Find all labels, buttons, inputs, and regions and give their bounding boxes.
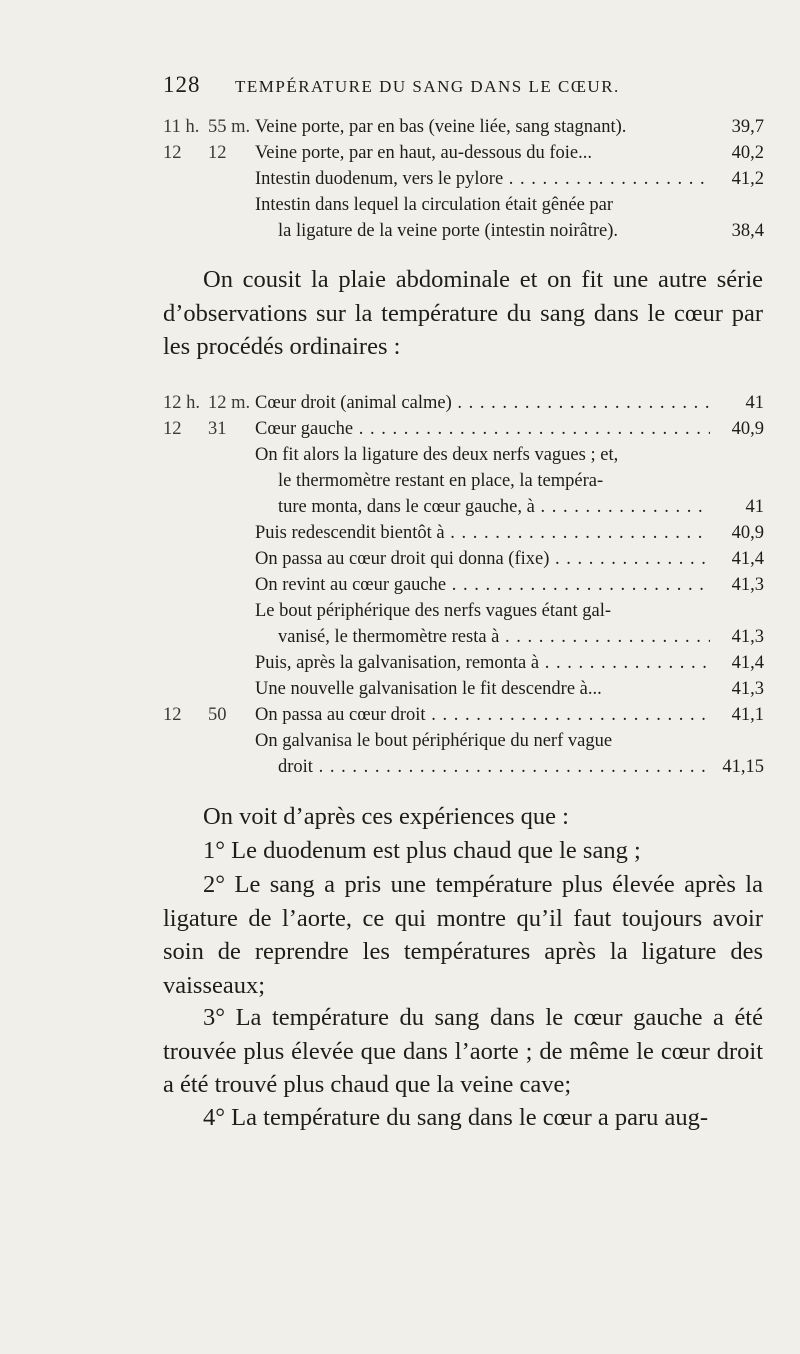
time-hour: 12 (163, 419, 182, 439)
temperature-value: 41,3 (731, 679, 764, 699)
table-row (0, 520, 800, 546)
table-row (0, 754, 800, 780)
temperature-value: 40,2 (731, 143, 764, 163)
time-hour: 12 (163, 143, 182, 163)
observation-text: On fit alors la ligature des deux nerfs vagues ; et, (255, 445, 619, 465)
temperature-value: 41,3 (731, 575, 764, 595)
running-header (163, 72, 763, 98)
time-minute: 50 (208, 705, 227, 725)
time-minute: 31 (208, 419, 227, 439)
conclusion-3: 3° La température du sang dans le cœur gauche a été trouvée plus élevée que dans l’aorte ; de même le cœur droit a été trouvé plus chaud que la veine cave; (163, 1004, 763, 1098)
observation-text: vanisé, le thermomètre resta à . . . (278, 624, 710, 650)
time-minute: 12 (208, 143, 227, 163)
running-title: TEMPÉRATURE DU SANG DANS LE CŒUR. (235, 77, 620, 96)
time-hour: 11 h. (163, 117, 200, 137)
table-row (0, 114, 800, 140)
time-hour: 12 h. (163, 393, 200, 413)
table-row (0, 572, 800, 598)
observation-text: On passa au cœur droit . . . (255, 702, 710, 728)
table-row (0, 140, 800, 166)
temperature-value: 41 (745, 393, 764, 413)
table-row (0, 468, 800, 494)
observation-text: Veine porte, par en haut, au-dessous du foie... (255, 143, 593, 163)
observation-text: On revint au cœur gauche . . . (255, 572, 710, 598)
observation-text: droit . . . (278, 754, 710, 780)
time-hour: 12 (163, 705, 182, 725)
observation-text: On galvanisa le bout périphérique du nerf vague (255, 731, 613, 751)
temperature-value: 41,3 (731, 627, 764, 647)
table-row (0, 494, 800, 520)
table-row (0, 390, 800, 416)
conclusion-2: 2° Le sang a pris une température plus élevée après la ligature de l’aorte, ce qui montre qu’il faut toujours avoir soin de reprendre les températures après la ligature des vaisseaux; (163, 871, 763, 999)
observation-text: Cœur gauche . . . (255, 416, 710, 442)
observation-text: Puis, après la galvanisation, remonta à . . . (255, 650, 710, 676)
temperature-value: 38,4 (731, 221, 764, 241)
table-row (0, 676, 800, 702)
conclusion-1: 1° Le duodenum est plus chaud que le sang ; (203, 837, 641, 864)
temperature-value: 41,4 (731, 549, 764, 569)
observation-text: Une nouvelle galvanisation le fit descendre à... (255, 679, 602, 699)
table-row (0, 166, 800, 192)
temperature-value: 41,15 (722, 757, 764, 777)
table-row (0, 598, 800, 624)
temperature-value: 41,2 (731, 169, 764, 189)
temperature-value: 39,7 (731, 117, 764, 137)
temperature-value: 41 (745, 497, 764, 517)
conclusion-4: 4° La température du sang dans le cœur a paru aug- (203, 1104, 709, 1131)
observation-text: Intestin duodenum, vers le pylore . . . (255, 166, 710, 192)
page-number: 128 (163, 72, 201, 97)
observation-text: On passa au cœur droit qui donna (fixe) . . . (255, 546, 710, 572)
observation-text: ture monta, dans le cœur gauche, à . . . (278, 494, 710, 520)
time-minute: 55 m. (208, 117, 251, 137)
time-minute: 12 m. (208, 393, 251, 413)
table-row (0, 546, 800, 572)
observation-text: Veine porte, par en bas (veine liée, sang stagnant). (255, 117, 627, 137)
observation-text: Le bout périphérique des nerfs vagues étant gal- (255, 601, 611, 621)
table-row (0, 702, 800, 728)
table-row (0, 650, 800, 676)
table-row (0, 218, 800, 244)
temperature-value: 40,9 (731, 523, 764, 543)
paragraph-intro: On cousit la plaie abdominale et on fit une autre série d’observations sur la température du sang dans le cœur par les procédés ordinaires : (163, 266, 763, 360)
observation-text: Puis redescendit bientôt à . . . (255, 520, 710, 546)
temperature-value: 41,1 (731, 705, 764, 725)
table-row (0, 442, 800, 468)
table-row (0, 624, 800, 650)
table-row (0, 416, 800, 442)
table-row (0, 192, 800, 218)
observation-text: la ligature de la veine porte (intestin noirâtre). (278, 221, 619, 241)
observation-text: Cœur droit (animal calme) . . . (255, 390, 710, 416)
temperature-value: 41,4 (731, 653, 764, 673)
table-row (0, 728, 800, 754)
observation-text: Intestin dans lequel la circulation était gênée par (255, 195, 614, 215)
observation-text: le thermomètre restant en place, la tempéra- (278, 471, 604, 491)
conclusions-intro: On voit d’après ces expériences que : (203, 803, 569, 830)
temperature-value: 40,9 (731, 419, 764, 439)
